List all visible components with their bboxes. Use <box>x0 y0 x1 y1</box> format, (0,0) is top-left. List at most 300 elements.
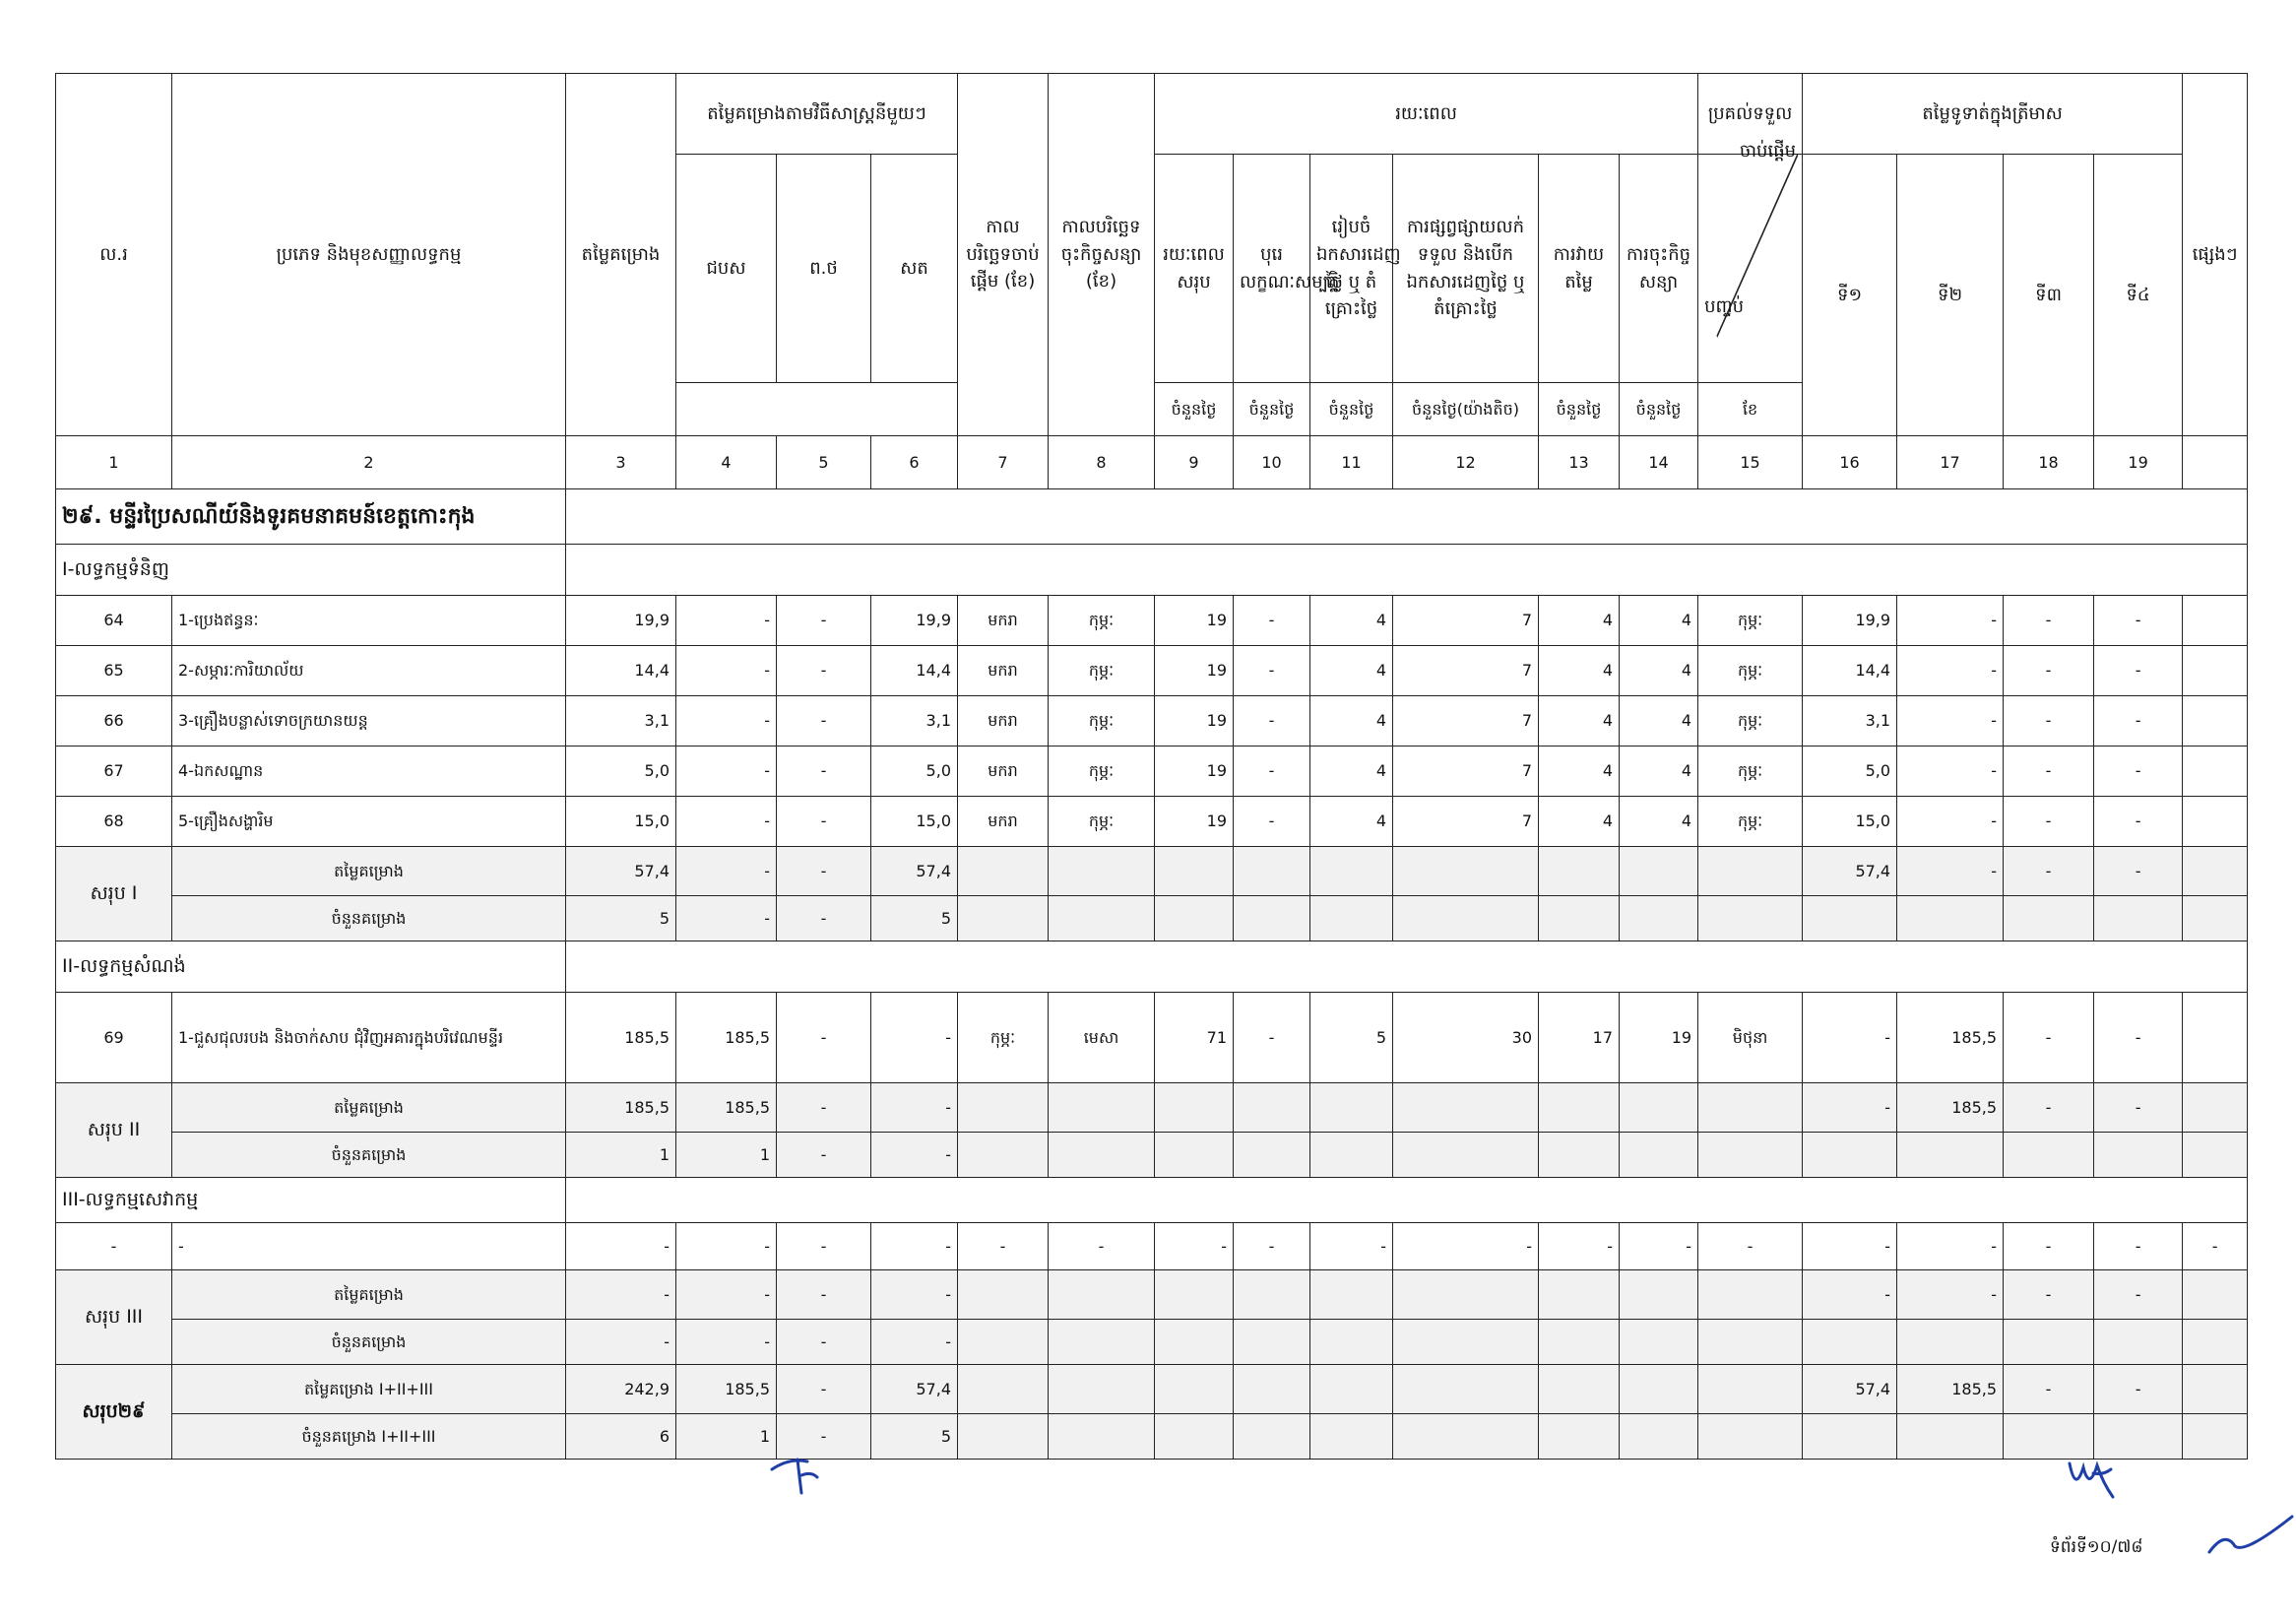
row-col-7: - <box>958 1223 1049 1270</box>
row-col-7: មករា <box>958 696 1049 747</box>
sum-value-row <box>56 1270 2248 1320</box>
sum-count-col-4: 1 <box>676 1133 777 1178</box>
row-col-7: មករា <box>958 596 1049 646</box>
row-col-17: - <box>1897 646 2004 696</box>
sum-count-col-19 <box>2094 896 2183 941</box>
procurement-table <box>55 73 2248 1460</box>
column-number-11: 11 <box>1310 436 1393 489</box>
sum-count-col-7 <box>958 1133 1049 1178</box>
works-rows <box>56 993 2248 1083</box>
row-col-13: 4 <box>1539 696 1620 747</box>
row-col-14: 4 <box>1620 596 1698 646</box>
sum-count-col-17 <box>1897 1133 2004 1178</box>
row-col-19: - <box>2094 596 2183 646</box>
header-delivery-split <box>1698 140 1803 383</box>
sum-count-col-18 <box>2004 1133 2094 1178</box>
sum-value-col-15 <box>1698 1365 1803 1414</box>
table-row <box>56 993 2248 1083</box>
sum-value-col-9 <box>1155 1365 1234 1414</box>
header-duration: រយៈពេល <box>1155 74 1698 155</box>
row-number: 68 <box>56 797 172 847</box>
sum2-block <box>56 1083 2248 1178</box>
header-prepare-docs: រៀបចំឯកសារដេញថ្លៃ ឬ តំគ្រោះថ្លៃ <box>1310 155 1393 383</box>
page-number: ទំព័រទី១០/៧៨ <box>2050 1537 2143 1557</box>
row-col-3: - <box>566 1223 676 1270</box>
sum-value-col-7 <box>958 1365 1049 1414</box>
sum-count-col-18 <box>2004 1320 2094 1365</box>
sum-count-col-10 <box>1234 1133 1310 1178</box>
row-col-5: - <box>777 596 871 646</box>
group-works-blank <box>566 941 2248 993</box>
sum-value-col-20 <box>2183 1270 2248 1320</box>
sum-value-col-6: 57,4 <box>871 1365 958 1414</box>
sum-count-col-6: - <box>871 1320 958 1365</box>
row-col-15: មិថុនា <box>1698 993 1803 1083</box>
row-col-12: 7 <box>1393 696 1539 747</box>
sum-value-col-16: - <box>1803 1270 1897 1320</box>
row-col-9: 19 <box>1155 747 1234 797</box>
sum-count-col-19 <box>2094 1133 2183 1178</box>
table-row <box>56 1223 2248 1270</box>
row-col-3: 185,5 <box>566 993 676 1083</box>
sum-value-col-13 <box>1539 1270 1620 1320</box>
column-number-8: 8 <box>1049 436 1155 489</box>
group-works: II-លទ្ធកម្មសំណង់ <box>56 941 566 993</box>
sum-label: សរុប I <box>56 847 172 941</box>
sum-count-label: ចំនួនគម្រោង I+II+III <box>172 1414 566 1460</box>
row-col-12: 7 <box>1393 747 1539 797</box>
sum-value-col-8 <box>1049 1083 1155 1133</box>
sum-count-col-15 <box>1698 1320 1803 1365</box>
sum-value-col-20 <box>2183 1365 2248 1414</box>
sum-value-col-4: 185,5 <box>676 1083 777 1133</box>
sum-count-col-13 <box>1539 1133 1620 1178</box>
group-goods-blank <box>566 545 2248 596</box>
sum-value-col-6: - <box>871 1270 958 1320</box>
sum-value-row <box>56 1365 2248 1414</box>
row-col-6: 14,4 <box>871 646 958 696</box>
row-col-12: 7 <box>1393 646 1539 696</box>
sum-value-col-16: 57,4 <box>1803 1365 1897 1414</box>
sum-value-col-3: 242,9 <box>566 1365 676 1414</box>
sum-count-col-13 <box>1539 896 1620 941</box>
header-src3: សត <box>871 155 958 383</box>
row-col-6: - <box>871 1223 958 1270</box>
table-row <box>56 797 2248 847</box>
row-col-6: 3,1 <box>871 696 958 747</box>
sum-count-col-15 <box>1698 1133 1803 1178</box>
row-col-11: - <box>1310 1223 1393 1270</box>
sum-value-col-19: - <box>2094 847 2183 896</box>
sum-count-col-6: 5 <box>871 896 958 941</box>
total-block <box>56 1365 2248 1460</box>
sum-count-row <box>56 1414 2248 1460</box>
row-item-name: 2-សម្ភារៈការិយាល័យ <box>172 646 566 696</box>
row-col-5: - <box>777 797 871 847</box>
sum-value-col-19: - <box>2094 1365 2183 1414</box>
sum-label: សរុប III <box>56 1270 172 1365</box>
table-row <box>56 596 2248 646</box>
row-item-name: 1-ប្រេងឥន្ធនៈ <box>172 596 566 646</box>
row-col-4: - <box>676 747 777 797</box>
column-number-3: 3 <box>566 436 676 489</box>
row-col-17: - <box>1897 596 2004 646</box>
sum-count-col-5: - <box>777 1414 871 1460</box>
column-number-18: 18 <box>2004 436 2094 489</box>
header-days-11: ចំនួនថ្ងៃ <box>1310 383 1393 436</box>
sum-count-col-16 <box>1803 896 1897 941</box>
sum-count-col-9 <box>1155 1320 1234 1365</box>
row-col-9: 19 <box>1155 646 1234 696</box>
sum-value-col-5: - <box>777 1270 871 1320</box>
row-col-5: - <box>777 646 871 696</box>
sum-count-row <box>56 1320 2248 1365</box>
table-row <box>56 747 2248 797</box>
row-col-12: 30 <box>1393 993 1539 1083</box>
row-col-13: 4 <box>1539 747 1620 797</box>
row-col-3: 3,1 <box>566 696 676 747</box>
row-col-6: 19,9 <box>871 596 958 646</box>
sum-count-col-7 <box>958 1414 1049 1460</box>
row-col-7: មករា <box>958 747 1049 797</box>
sum-value-col-20 <box>2183 1083 2248 1133</box>
row-col-11: 5 <box>1310 993 1393 1083</box>
sum-count-col-12 <box>1393 896 1539 941</box>
row-col-15: កុម្ភៈ <box>1698 747 1803 797</box>
row-col-14: 4 <box>1620 646 1698 696</box>
row-col-18: - <box>2004 646 2094 696</box>
row-col-18: - <box>2004 797 2094 847</box>
sum-value-col-20 <box>2183 847 2248 896</box>
row-item-name: 3-គ្រឿងបន្លាស់ទោចក្រយានយន្ត <box>172 696 566 747</box>
sum-count-col-15 <box>1698 1414 1803 1460</box>
row-col-10: - <box>1234 596 1310 646</box>
row-col-16: 3,1 <box>1803 696 1897 747</box>
row-col-20 <box>2183 747 2248 797</box>
sum-count-col-4: 1 <box>676 1414 777 1460</box>
signature-mark-left <box>768 1456 827 1499</box>
row-col-3: 15,0 <box>566 797 676 847</box>
row-col-13: 4 <box>1539 596 1620 646</box>
sum-count-col-16 <box>1803 1414 1897 1460</box>
header-total-duration: រយៈពេលសរុប <box>1155 155 1234 383</box>
header-sign: ការចុះកិច្ចសន្យា <box>1620 155 1698 383</box>
row-col-5: - <box>777 1223 871 1270</box>
row-item-name: 5-គ្រឿងសង្ហារិម <box>172 797 566 847</box>
row-number: 67 <box>56 747 172 797</box>
header-q1: ទី១ <box>1803 155 1897 436</box>
row-col-9: 71 <box>1155 993 1234 1083</box>
sum-count-col-14 <box>1620 1133 1698 1178</box>
header-start-period: កាលបរិច្ឆេទចាប់ផ្តើម (ខែ) <box>958 74 1049 436</box>
table-row <box>56 696 2248 747</box>
header-plan-value: តម្លៃគម្រោង <box>566 74 676 436</box>
sum-value-label: តម្លៃគម្រោង <box>172 1270 566 1320</box>
sum-count-col-8 <box>1049 1320 1155 1365</box>
sum-value-label: តម្លៃគម្រោង <box>172 1083 566 1133</box>
row-item-name: - <box>172 1223 566 1270</box>
row-col-4: - <box>676 1223 777 1270</box>
sum-count-col-9 <box>1155 896 1234 941</box>
sum-count-col-12 <box>1393 1133 1539 1178</box>
row-col-12: 7 <box>1393 797 1539 847</box>
signature-mark-right <box>2064 1454 2123 1503</box>
sum-count-col-14 <box>1620 1320 1698 1365</box>
sum-count-col-4: - <box>676 1320 777 1365</box>
row-col-19: - <box>2094 747 2183 797</box>
row-col-14: 19 <box>1620 993 1698 1083</box>
row-col-4: - <box>676 696 777 747</box>
sum-count-label: ចំនួនគម្រោង <box>172 1320 566 1365</box>
row-col-16: - <box>1803 993 1897 1083</box>
sum-value-col-16: 57,4 <box>1803 847 1897 896</box>
sum-count-row <box>56 896 2248 941</box>
sum-value-col-11 <box>1310 1083 1393 1133</box>
header-q4: ទី៤ <box>2094 155 2183 436</box>
sum-value-col-5: - <box>777 1083 871 1133</box>
row-col-10: - <box>1234 696 1310 747</box>
row-col-20 <box>2183 646 2248 696</box>
row-col-14: - <box>1620 1223 1698 1270</box>
row-col-19: - <box>2094 797 2183 847</box>
sum-count-col-10 <box>1234 1414 1310 1460</box>
sum-value-col-17: 185,5 <box>1897 1365 2004 1414</box>
group-services-blank <box>566 1178 2248 1223</box>
row-col-9: - <box>1155 1223 1234 1270</box>
row-col-10: - <box>1234 747 1310 797</box>
sum-value-col-12 <box>1393 1365 1539 1414</box>
sum-count-col-16 <box>1803 1133 1897 1178</box>
row-col-7: កុម្ភៈ <box>958 993 1049 1083</box>
sum-count-col-8 <box>1049 1414 1155 1460</box>
row-col-3: 14,4 <box>566 646 676 696</box>
row-col-11: 4 <box>1310 696 1393 747</box>
row-col-8: កុម្ភៈ <box>1049 596 1155 646</box>
row-col-8: - <box>1049 1223 1155 1270</box>
sum-value-col-19: - <box>2094 1083 2183 1133</box>
sum-count-col-3: 6 <box>566 1414 676 1460</box>
row-col-11: 4 <box>1310 596 1393 646</box>
row-col-20 <box>2183 993 2248 1083</box>
sum-value-row <box>56 847 2248 896</box>
sum-value-col-18: - <box>2004 847 2094 896</box>
sum-value-col-13 <box>1539 1365 1620 1414</box>
sum-value-col-14 <box>1620 1083 1698 1133</box>
sum-value-col-12 <box>1393 1270 1539 1320</box>
row-col-11: 4 <box>1310 797 1393 847</box>
sum-count-col-5: - <box>777 1133 871 1178</box>
row-number: 65 <box>56 646 172 696</box>
header-src1: ជបស <box>676 155 777 383</box>
signature-stroke-corner <box>2205 1511 2296 1560</box>
sum-count-col-15 <box>1698 896 1803 941</box>
sum-count-col-16 <box>1803 1320 1897 1365</box>
sum-value-col-14 <box>1620 847 1698 896</box>
sum-count-col-18 <box>2004 896 2094 941</box>
row-col-4: - <box>676 596 777 646</box>
sum-count-col-11 <box>1310 896 1393 941</box>
sum-value-col-16: - <box>1803 1083 1897 1133</box>
section-title: ២៩. មន្ទីរប្រៃសណីយ៍និងទូរគមនាគមន៍ខេត្តកោះកុង <box>56 489 566 545</box>
row-col-16: 19,9 <box>1803 596 1897 646</box>
row-col-9: 19 <box>1155 797 1234 847</box>
column-number-9: 9 <box>1155 436 1234 489</box>
sum-count-col-17 <box>1897 1320 2004 1365</box>
row-col-17: - <box>1897 696 2004 747</box>
header-quarterly: តម្លៃទូទាត់ក្នុងត្រីមាស <box>1803 74 2183 155</box>
row-col-10: - <box>1234 797 1310 847</box>
sum-value-col-13 <box>1539 847 1620 896</box>
row-col-15: កុម្ភៈ <box>1698 696 1803 747</box>
row-col-14: 4 <box>1620 747 1698 797</box>
row-col-16: - <box>1803 1223 1897 1270</box>
row-col-9: 19 <box>1155 596 1234 646</box>
row-col-13: - <box>1539 1223 1620 1270</box>
sum-value-col-7 <box>958 1270 1049 1320</box>
column-number-1: 1 <box>56 436 172 489</box>
sum-value-col-19: - <box>2094 1270 2183 1320</box>
row-col-3: 5,0 <box>566 747 676 797</box>
sum-value-col-7 <box>958 1083 1049 1133</box>
sum-value-col-5: - <box>777 1365 871 1414</box>
sum-count-col-17 <box>1897 896 2004 941</box>
group-goods: I-លទ្ធកម្មទំនិញ <box>56 545 566 596</box>
sum-count-col-17 <box>1897 1414 2004 1460</box>
row-col-10: - <box>1234 646 1310 696</box>
column-number-blank <box>2183 436 2248 489</box>
sum-value-col-10 <box>1234 1270 1310 1320</box>
sum-value-col-7 <box>958 847 1049 896</box>
row-col-4: 185,5 <box>676 993 777 1083</box>
header-days-14: ចំនួនថ្ងៃ <box>1620 383 1698 436</box>
sum-value-label: តម្លៃគម្រោង I+II+III <box>172 1365 566 1414</box>
row-col-14: 4 <box>1620 696 1698 747</box>
row-col-11: 4 <box>1310 747 1393 797</box>
sum-value-col-15 <box>1698 847 1803 896</box>
sum-count-col-7 <box>958 1320 1049 1365</box>
sum-count-label: ចំនួនគម្រោង <box>172 896 566 941</box>
sum-value-col-10 <box>1234 1365 1310 1414</box>
sum-count-col-13 <box>1539 1414 1620 1460</box>
row-col-8: កុម្ភៈ <box>1049 747 1155 797</box>
sum-value-col-8 <box>1049 1270 1155 1320</box>
sum-value-col-14 <box>1620 1365 1698 1414</box>
header-days-10: ចំនួនថ្ងៃ <box>1234 383 1310 436</box>
header-days-13: ចំនួនថ្ងៃ <box>1539 383 1620 436</box>
row-col-10: - <box>1234 1223 1310 1270</box>
header-delivery: ប្រគល់ទទួល <box>1698 74 1803 155</box>
row-col-20 <box>2183 696 2248 747</box>
sum-count-col-10 <box>1234 896 1310 941</box>
row-number: 64 <box>56 596 172 646</box>
header-days-12: ចំនួនថ្ងៃ(យ៉ាងតិច) <box>1393 383 1539 436</box>
sum-label: សរុប២៩ <box>56 1365 172 1460</box>
column-number-4: 4 <box>676 436 777 489</box>
sum-value-col-4: 185,5 <box>676 1365 777 1414</box>
header-delivery-end: បញ្ចប់ <box>1704 295 1745 317</box>
sum-value-col-18: - <box>2004 1270 2094 1320</box>
row-col-4: - <box>676 797 777 847</box>
sum-count-col-11 <box>1310 1414 1393 1460</box>
row-col-8: កុម្ភៈ <box>1049 646 1155 696</box>
sum-count-col-13 <box>1539 1320 1620 1365</box>
sum-count-col-8 <box>1049 1133 1155 1178</box>
row-col-15: កុម្ភៈ <box>1698 797 1803 847</box>
sum-value-col-15 <box>1698 1270 1803 1320</box>
sum-value-col-4: - <box>676 1270 777 1320</box>
sum-value-row <box>56 1083 2248 1133</box>
sum-value-col-12 <box>1393 1083 1539 1133</box>
row-col-8: កុម្ភៈ <box>1049 696 1155 747</box>
row-col-4: - <box>676 646 777 696</box>
sum-value-col-11 <box>1310 1365 1393 1414</box>
row-col-12: 7 <box>1393 596 1539 646</box>
sum-count-col-8 <box>1049 896 1155 941</box>
sum-value-col-11 <box>1310 847 1393 896</box>
header-month-15: ខែ <box>1698 383 1803 436</box>
header-other: ផ្សេងៗ <box>2183 74 2248 436</box>
row-col-15: កុម្ភៈ <box>1698 646 1803 696</box>
row-item-name: 1-ជួសជុលរបង និងចាក់សាប ជុំវិញអគារក្នុងបរិវេណមន្ទីរ <box>172 993 566 1083</box>
group-services: III-លទ្ធកម្មសេវាកម្ម <box>56 1178 566 1223</box>
header-src-spacer <box>676 383 958 436</box>
row-col-5: - <box>777 696 871 747</box>
sum-count-col-11 <box>1310 1320 1393 1365</box>
sum-value-col-10 <box>1234 847 1310 896</box>
sum-value-col-5: - <box>777 847 871 896</box>
sum-label: សរុប II <box>56 1083 172 1178</box>
sum-value-col-15 <box>1698 1083 1803 1133</box>
row-col-19: - <box>2094 696 2183 747</box>
sum-value-col-3: 185,5 <box>566 1083 676 1133</box>
row-col-16: 15,0 <box>1803 797 1897 847</box>
header-delivery-start: ចាប់ផ្តើម <box>1739 140 1797 162</box>
header-no: ល.រ <box>56 74 172 436</box>
sum-count-col-12 <box>1393 1320 1539 1365</box>
sum-value-col-17: 185,5 <box>1897 1083 2004 1133</box>
column-number-2: 2 <box>172 436 566 489</box>
header-q2: ទី២ <box>1897 155 2004 436</box>
row-number: 69 <box>56 993 172 1083</box>
row-col-15: - <box>1698 1223 1803 1270</box>
sum-value-label: តម្លៃគម្រោង <box>172 847 566 896</box>
sum-count-col-6: 5 <box>871 1414 958 1460</box>
row-col-19: - <box>2094 1223 2183 1270</box>
services-rows <box>56 1223 2248 1270</box>
row-number: - <box>56 1223 172 1270</box>
sum-value-col-13 <box>1539 1083 1620 1133</box>
column-number-row <box>56 436 2248 489</box>
row-col-5: - <box>777 993 871 1083</box>
sum-count-col-4: - <box>676 896 777 941</box>
sum-count-col-10 <box>1234 1320 1310 1365</box>
sum-count-col-19 <box>2094 1320 2183 1365</box>
row-col-9: 19 <box>1155 696 1234 747</box>
row-col-20 <box>2183 596 2248 646</box>
row-col-17: - <box>1897 747 2004 797</box>
header-qualification: បុរេលក្ខណៈសម្បត្តិ <box>1234 155 1310 383</box>
goods-rows <box>56 596 2248 847</box>
sum3-block <box>56 1270 2248 1365</box>
sum-value-col-11 <box>1310 1270 1393 1320</box>
sum-value-col-18: - <box>2004 1365 2094 1414</box>
header-contract-date: កាលបរិច្ឆេទចុះកិច្ចសន្យា (ខែ) <box>1049 74 1155 436</box>
row-col-8: មេសា <box>1049 993 1155 1083</box>
sum-count-col-3: - <box>566 1320 676 1365</box>
row-col-6: 5,0 <box>871 747 958 797</box>
row-col-15: កុម្ភៈ <box>1698 596 1803 646</box>
sum-count-row <box>56 1133 2248 1178</box>
